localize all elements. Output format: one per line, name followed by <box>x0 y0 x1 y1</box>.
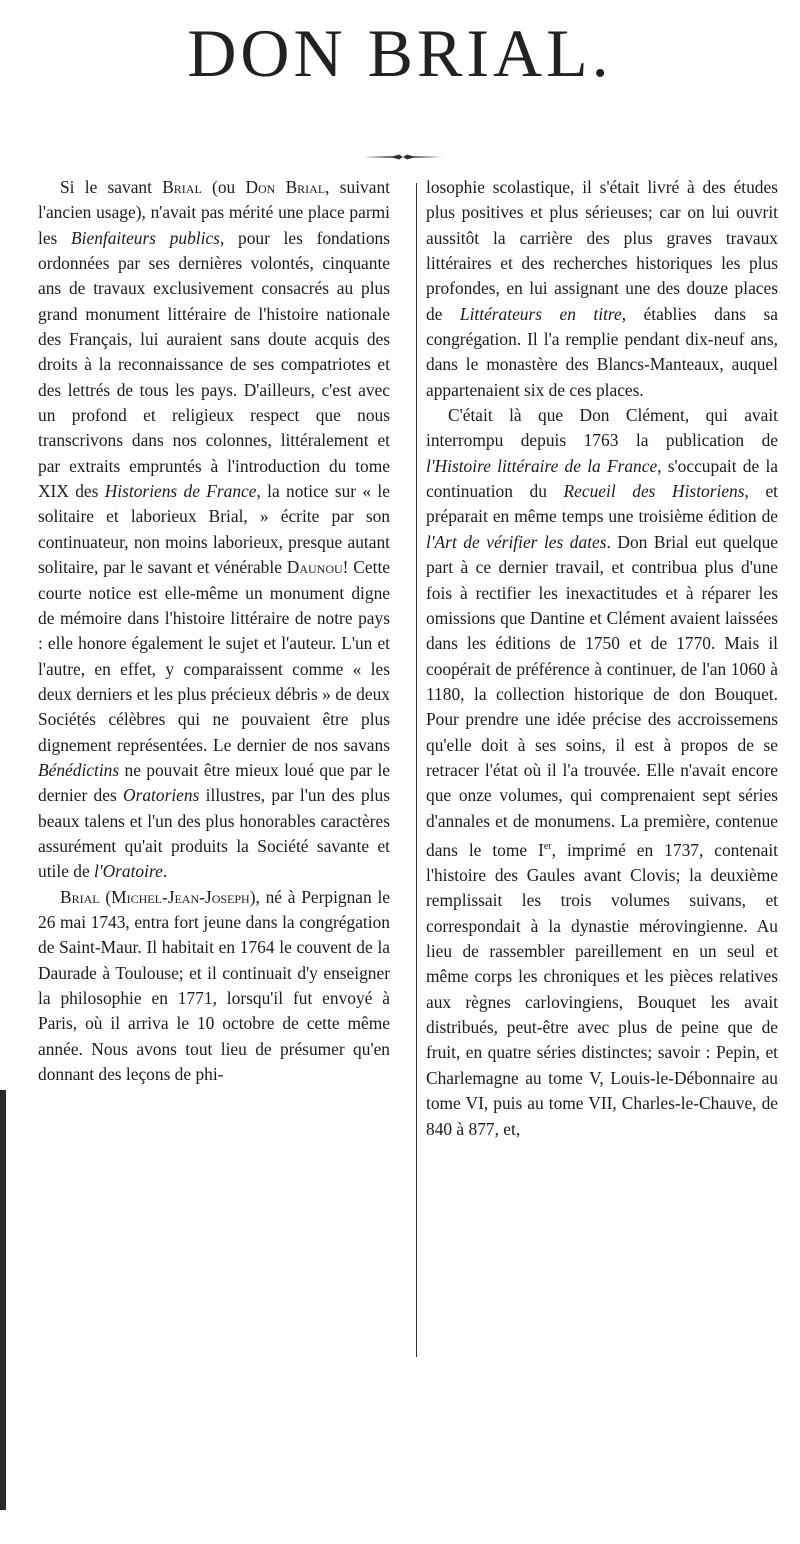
column-rule <box>416 183 417 1357</box>
tome-superscript: er <box>543 840 552 852</box>
subject-name: Brial (Michel-Jean-Joseph) <box>60 886 256 907</box>
scan-edge-shadow <box>0 1090 6 1510</box>
page-title: DON BRIAL. <box>187 15 613 91</box>
benedictins-term: Bénédictins <box>38 759 120 780</box>
clement-paragraph: C'était là que Don Clément, qui avait interrompu depuis 1763 la publication de l'Histoire littéraire de la France, s'occupait de la continuation du Recueil des Historiens, et préparait en même temps une troisième édition de l'Art de vérifier les dates. Don Brial eut quelque part à ce dernier travail, et contribua plus d'une fois à rectifier les inexactitudes et à réparer les omissions que Dantine et Clément avaient laissées dans les éditions de 1750 et de 1770. Mais il coopérait de préférence à continuer, de l'an 1060 à 1180, la collection historique de don Bouquet. Pour prendre une idée précise des accroissemens qu'elle doit à ses soins, il est à propos de se retracer l'état où il l'a trouvée. Elle n'avait encore que onze volumes, qui comprenaient sept séries d'annales et de monumens. La première, contenue dans le tome Ier, imprimé en 1737, contenait l'histoire des Gaules avant Clovis; la deuxième remplissait les trois volumes suivans, et correspondait à la dynastie mérovingienne. Au lieu de rassembler pareillement en un seul et même corps les chroniques et les pièces relatives aux règnes carlovingiens, Bouquet les avait distribués, peut-être avec plus de peine que de fruit, en quatre séries distinctes; savoir : Pepin, et Charlemagne au tome V, Louis-le-Débonnaire au tome VI, puis au tome VII, Charles-le-Chauve, de 840 à 877, et, <box>426 405 779 1139</box>
left-column <box>38 175 390 1087</box>
historiens-title: Historiens de France <box>104 481 257 502</box>
don-brial-name: Don Brial <box>245 177 326 197</box>
recueil-title: Recueil des Historiens <box>563 481 745 502</box>
art-de-verifier-title: l'Art de vérifier les dates <box>426 531 607 552</box>
brial-name: Brial <box>162 177 202 197</box>
oratoire-term: l'Oratoire <box>94 861 163 882</box>
intro-paragraph: Si le savant Brial (ou Don Brial, suivant l'ancien usage), n'avait pas mérité une place parmi les Bienfaiteurs publics, pour les fondations ordonnées par ses dernières volontés, cinquante ans de travaux exclusivement consacrés au plus grand monument littéraire de l'histoire nationale des Français, lui auraient sans doute acquis des droits à la reconnaissance de ses compatriotes et des lettrés de tous les pays. D'ailleurs, c'est avec un profond et religieux respect que nous transcrivons dans nos colonnes, littéralement et par extraits empruntés à l'introduction du tome XIX des Historiens de France, la notice sur « le solitaire et laborieux Brial, » écrite par son continuateur, non moins laborieux, presque autant solitaire, par le savant et vénérable Daunou! Cette courte notice est elle-même un monument digne de mémoire dans l'histoire littéraire de notre pays : elle honore également le sujet et l'auteur. L'un et l'autre, en effet, y comparaissent comme « les deux derniers et les plus précieux débris » de deux Sociétés célèbres qui ne pouvaient être plus dignement représentées. Le dernier de nos savans Bénédictins ne pouvait être mieux loué que par le dernier des Oratoriens illustres, par l'un des plus beaux talens et l'un des plus honorables caractères assurément qu'ait produits la Société savante et utile de l'Oratoire. <box>38 177 391 882</box>
right-column <box>426 175 778 1142</box>
ornament-divider <box>363 153 443 161</box>
continued-paragraph: losophie scolastique, il s'était livré à des études plus positives et plus sérieuses; car on lui ouvrit aussitôt la carrière des plus graves travaux littéraires et des recherches historiques les plus profondes, en lui assignant une des douze places de Littérateurs en titre, établies dans sa congrégation. Il l'a remplie pendant dix-neuf ans, dans le monastère des Blancs-Manteaux, auquel appartenaient six de ces places. <box>426 177 779 400</box>
bienfaiteurs-term: Bienfaiteurs publics <box>71 227 220 248</box>
litterateurs-term: Littérateurs en titre <box>459 303 622 324</box>
biography-paragraph: Brial (Michel-Jean-Joseph), né à Perpignan le 26 mai 1743, entra fort jeune dans la congrégation de Saint-Maur. Il habitait en 1764 le couvent de la Daurade à Toulouse; et il continuait d'y enseigner la philosophie en 1771, lorsqu'il fut envoyé à Paris, où il arriva le 10 octobre de cette même année. Nous avons tout lieu de présumer qu'en donnant des leçons de phi- <box>38 886 390 1085</box>
oratoriens-term: Oratoriens <box>123 785 200 806</box>
daunou-name: Daunou <box>286 557 343 578</box>
histoire-litteraire-title: l'Histoire littéraire de la France <box>426 455 658 476</box>
tome-number: I <box>538 839 544 860</box>
